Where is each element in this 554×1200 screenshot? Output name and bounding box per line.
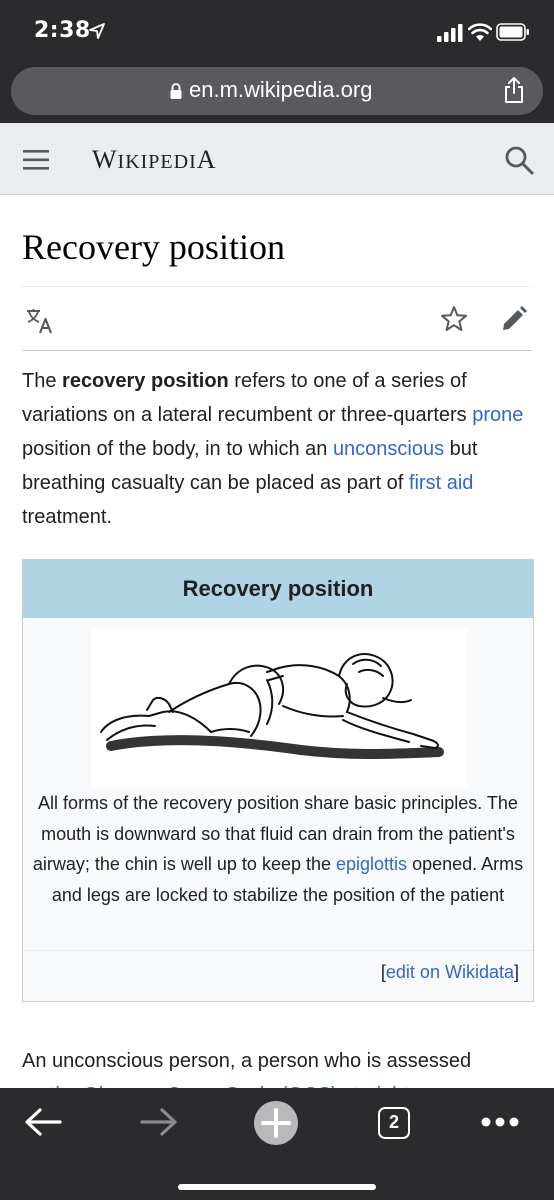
- more-dots-icon[interactable]: [480, 1115, 520, 1129]
- intro-paragraph: The recovery position refers to one of a series of variations on a lateral recumbent or three-quarters prone position of the body, in to which an unconscious but breathing casualty can be placed as part of first aid treatment.: [22, 370, 524, 528]
- language-icon[interactable]: [26, 308, 54, 334]
- edit-on-wikidata-link[interactable]: edit on Wikidata: [385, 962, 514, 982]
- divider: [23, 950, 533, 951]
- page-actions-bar: [22, 288, 532, 351]
- infobox: [22, 559, 534, 1002]
- link-prone[interactable]: prone: [472, 404, 524, 426]
- forward-arrow-icon[interactable]: [140, 1107, 178, 1137]
- page-title: Recovery position: [22, 227, 285, 267]
- home-indicator: [178, 1184, 376, 1190]
- search-icon[interactable]: [504, 145, 534, 175]
- wifi-icon: [468, 22, 492, 42]
- browser-top-chrome: [0, 0, 554, 123]
- lock-icon: [169, 82, 183, 100]
- link-unconscious[interactable]: unconscious: [332, 438, 445, 460]
- wikipedia-wordmark[interactable]: WIKIPEDIA: [92, 145, 217, 174]
- new-tab-button[interactable]: [254, 1101, 298, 1145]
- status-time: 2:38: [34, 18, 91, 43]
- share-icon[interactable]: [502, 76, 526, 104]
- infobox-title: Recovery position: [23, 560, 533, 618]
- link-epiglottis[interactable]: epiglottis: [336, 854, 408, 874]
- status-bar: [0, 0, 554, 66]
- browser-toolbar: [0, 1088, 554, 1200]
- star-watch-icon[interactable]: [440, 305, 468, 333]
- url-text: en.m.wikipedia.org: [189, 77, 373, 102]
- link-first-aid[interactable]: first aid: [408, 472, 474, 494]
- tabs-count-button[interactable]: 2: [378, 1107, 410, 1139]
- recovery-position-illustration[interactable]: [91, 628, 467, 788]
- battery-icon: [496, 22, 530, 42]
- plus-icon: [254, 1101, 298, 1145]
- edit-on-wikidata: [edit on Wikidata]: [380, 962, 519, 982]
- location-arrow-icon: [89, 23, 105, 39]
- back-arrow-icon[interactable]: [24, 1107, 62, 1137]
- address-bar[interactable]: [11, 67, 543, 115]
- infobox-caption: All forms of the recovery position share basic principles. The mouth is downward so that fluid can drain from the patient's airway; the chin is well up to keep the epiglottis opened. Arms and legs are locked to stabilize the position of the patient: [32, 793, 524, 905]
- cellular-signal-icon: [437, 24, 463, 42]
- divider: [22, 286, 532, 287]
- hamburger-menu-icon[interactable]: [23, 149, 49, 171]
- second-paragraph: An unconscious person, a person who is assessed: [22, 1050, 472, 1072]
- pencil-edit-icon[interactable]: [500, 305, 528, 333]
- wikipedia-header: [0, 123, 554, 195]
